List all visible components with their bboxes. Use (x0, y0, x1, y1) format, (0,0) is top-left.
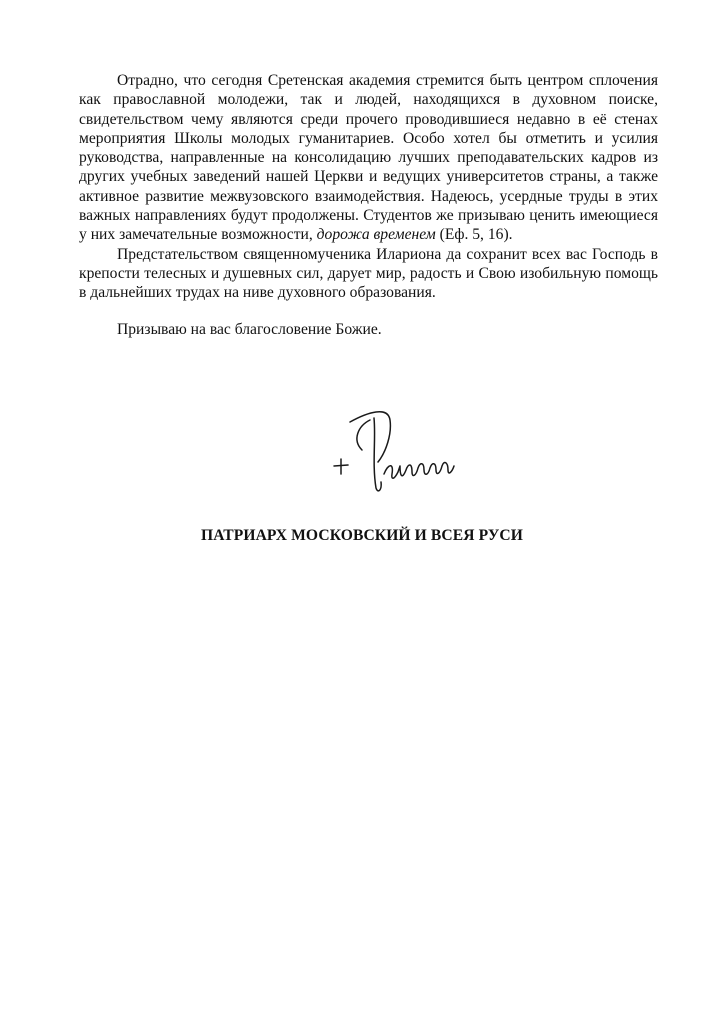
paragraph-academy (79, 71, 658, 245)
paragraph-academy-text: Отрадно, что сегодня Сретенская академия стремится быть центром сплочения как православной молодежи, так и людей, находящихся в духовном поиске, свидетельством чему являются среди прочего проводившиеся недавно в её стенах мероприятия Школы молодых гуманитариев. Особо хотел бы отметить и усилия руководства, направленные на консолидацию лучших преподавательских кадров из других учебных заведений нашей Церкви и ведущих университетов страны, а также активное развитие межвузовского взаимодействия. Надеюсь, усердные труды в этих важных направлениях будут продолжены. Студентов же призываю ценить имеющиеся у них замечательные возможности, (79, 72, 658, 244)
signatory-title: ПАТРИАРХ МОСКОВСКИЙ И ВСЕЯ РУСИ (201, 527, 523, 544)
signature-cursive (384, 463, 454, 479)
signature-initial-left-loop (357, 420, 370, 450)
letter-body (79, 71, 658, 339)
paragraph-intercession: Предстательством священномученика Илариона да сохранит всех вас Господь в крепости телесных и душевных сил, дарует мир, радость и Свою изобильную помощь в дальнейших трудах на ниве духовного образования. (79, 245, 658, 302)
signature-drawing (328, 404, 458, 496)
paragraph-blessing: Призываю на вас благословение Божие. (117, 320, 382, 338)
handwritten-signature (328, 404, 458, 496)
signature-initial-stem (374, 418, 381, 491)
scripture-reference: (Еф. 5, 16). (435, 226, 513, 244)
scripture-quote: дорожа временем (316, 226, 436, 244)
